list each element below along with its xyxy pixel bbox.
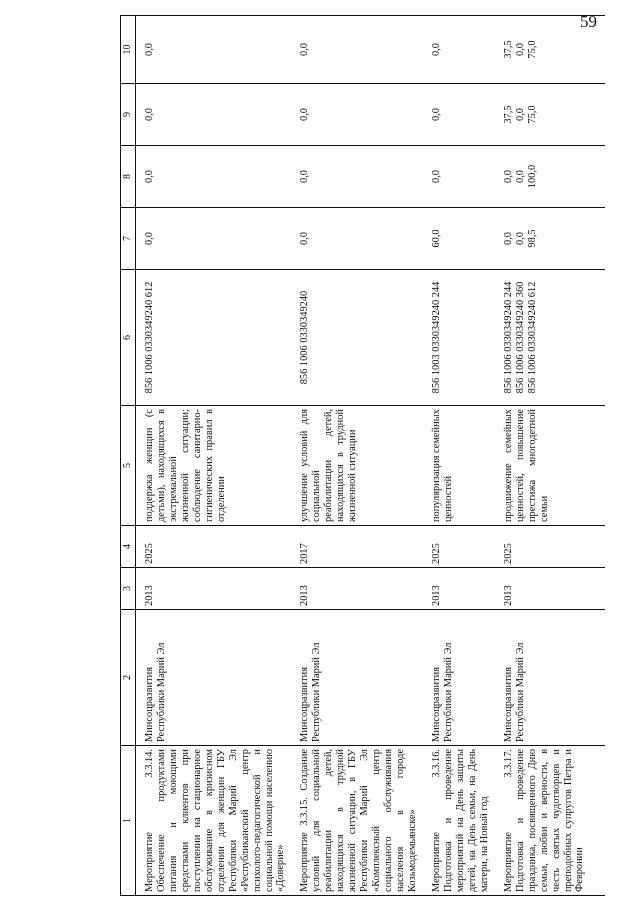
value: 0,0	[299, 43, 311, 56]
table-row	[291, 16, 423, 896]
measure-cell: Мероприятие 3.3.15. Создание условий для социальной реабилитации детей, находящихся в трудной жизненной ситуации, в ГБУ Республики Марий Эл «Комплексный центр социального обслуживания населения в городе Козьмодемьянске»	[291, 746, 423, 896]
budget-code: 856 1006 0330349240	[299, 290, 311, 385]
page-number: 59	[580, 12, 597, 31]
value: 0,0	[514, 170, 526, 183]
column-header: 1	[121, 746, 136, 896]
executor-cell: Минсоцразвития Республики Марий Эл	[495, 610, 605, 746]
end-year-cell: 2025	[423, 526, 495, 568]
value: 0,0	[502, 232, 514, 245]
value-cell-9	[291, 84, 423, 146]
value: 0,0	[514, 108, 526, 121]
table-row	[423, 16, 495, 896]
budget-code-cell	[423, 270, 495, 406]
value: 0,0	[430, 170, 442, 183]
value-cell-9	[136, 84, 292, 146]
value: 60,0	[430, 229, 442, 248]
start-year-cell: 2013	[136, 568, 292, 610]
value: 0,0	[144, 43, 155, 56]
value-cell-8	[495, 146, 605, 208]
executor-cell: Минсоцразвития Республики Марий Эл	[423, 610, 495, 746]
column-header: 4	[121, 526, 136, 568]
column-header: 8	[121, 146, 136, 208]
budget-code-cell	[136, 270, 292, 406]
column-header: 3	[121, 568, 136, 610]
result-cell: поддержка женщин (с детьми), находящихся в экстремальной жизненной ситуации; соблюдение санитарно-гигиенических правил в отделении	[136, 406, 292, 526]
measure-cell: Мероприятие 3.3.17. Подготовка и проведение праздника, посвященного Дню семьи, любви и верности, в честь святых чудотворцев и преподобных супругов Петра и Февронии	[495, 746, 605, 896]
program-measures-table	[120, 15, 605, 896]
value: 0,0	[502, 170, 514, 183]
value-cell-9	[495, 84, 605, 146]
value: 0,0	[299, 108, 311, 121]
result-cell: продвижение семейных ценностей, повышение престижа многодетной семьи	[495, 406, 605, 526]
budget-code: 856 1006 0330349240 612	[144, 281, 155, 394]
value: 0,0	[430, 108, 442, 121]
value: 75,0	[526, 40, 538, 59]
value-cell-7	[423, 208, 495, 270]
column-header: 7	[121, 208, 136, 270]
executor-cell: Минсоцразвития Республики Марий Эл	[291, 610, 423, 746]
end-year-cell: 2017	[291, 526, 423, 568]
value: 0,0	[430, 43, 442, 56]
value: 37,5	[502, 40, 514, 59]
result-cell: улучшение условий для социальной реабилитации детей, находящихся в трудной жизненной ситуации	[291, 406, 423, 526]
value-cell-7	[136, 208, 292, 270]
program-table-sheet	[120, 16, 630, 896]
value-cell-8	[291, 146, 423, 208]
value: 0,0	[299, 170, 311, 183]
value: 37,5	[502, 105, 514, 124]
value: 0,0	[514, 232, 526, 245]
end-year-cell: 2025	[136, 526, 292, 568]
measure-cell: Мероприятие 3.3.14. Обеспечение продуктами питания и моющими средствами клиентов при поступлении на стационарное обслуживание в кризисном отделении для женщин ГБУ Республики Марий Эл «Республиканский центр психолого-педагогической и социальной помощи населению «Доверие»	[136, 746, 292, 896]
budget-code: 856 1006 0330349240 612	[526, 281, 538, 394]
value: 0,0	[514, 43, 526, 56]
value-cell-7	[495, 208, 605, 270]
measure-cell: Мероприятие 3.3.16. Подготовка и проведение мероприятий на День защиты детей, на День семьи, на День матери, на Новый год	[423, 746, 495, 896]
column-header: 2	[121, 610, 136, 746]
executor-cell: Минсоцразвития Республики Марий Эл	[136, 610, 292, 746]
column-header: 6	[121, 270, 136, 406]
column-header: 10	[121, 16, 136, 84]
end-year-cell: 2025	[495, 526, 605, 568]
value: 75,0	[526, 105, 538, 124]
start-year-cell: 2013	[495, 568, 605, 610]
column-number-row	[121, 16, 136, 896]
value: 98,5	[526, 229, 538, 248]
result-cell: популяризация семейных ценностей	[423, 406, 495, 526]
column-header: 5	[121, 406, 136, 526]
value-cell-10	[136, 16, 292, 84]
start-year-cell: 2013	[423, 568, 495, 610]
budget-code: 856 1006 0330349240 360	[514, 281, 526, 394]
value-cell-10	[291, 16, 423, 84]
value-cell-8	[423, 146, 495, 208]
value-cell-8	[136, 146, 292, 208]
budget-code-cell	[495, 270, 605, 406]
start-year-cell: 2013	[291, 568, 423, 610]
table-row	[136, 16, 292, 896]
value: 0,0	[144, 232, 155, 245]
value-cell-7	[291, 208, 423, 270]
budget-code-cell	[291, 270, 423, 406]
value-cell-10	[423, 16, 495, 84]
value: 0,0	[299, 232, 311, 245]
budget-code: 856 1003 0330349240 244	[430, 281, 442, 394]
value: 0,0	[144, 170, 155, 183]
value: 100,0	[526, 164, 538, 189]
table-row	[495, 16, 605, 896]
value: 0,0	[144, 108, 155, 121]
budget-code: 856 1006 0330349240 244	[502, 281, 514, 394]
value-cell-10	[495, 16, 605, 84]
column-header: 9	[121, 84, 136, 146]
value-cell-9	[423, 84, 495, 146]
